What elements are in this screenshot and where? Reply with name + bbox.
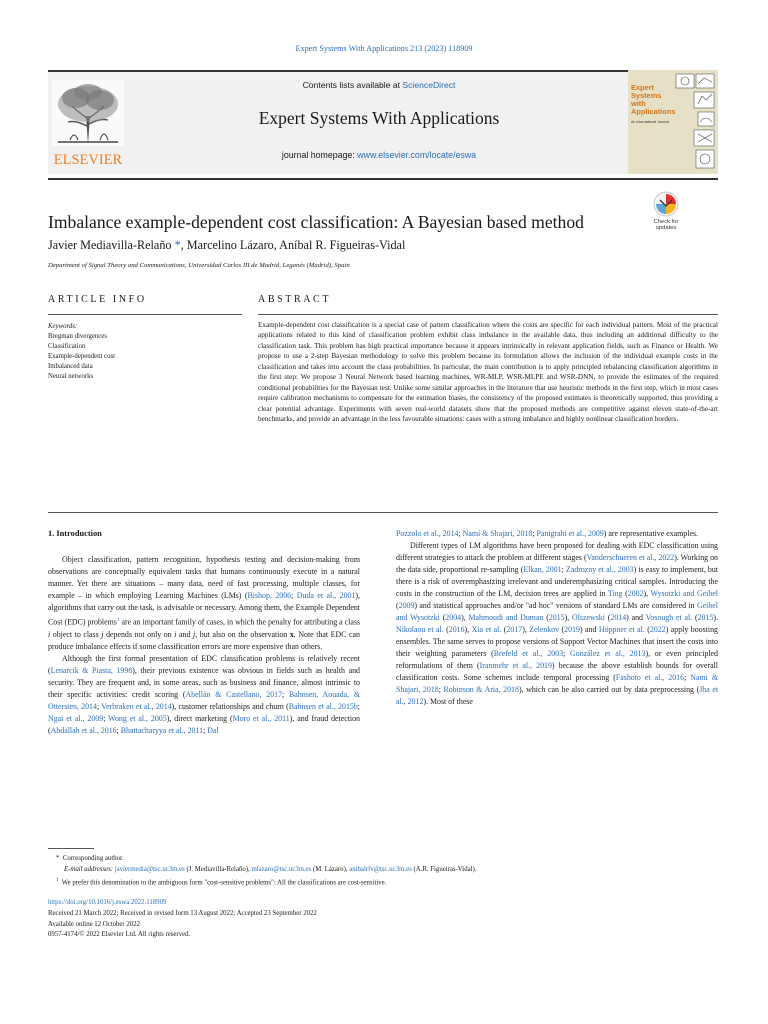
- citation-link[interactable]: Olszewski: [572, 613, 605, 623]
- citation-link[interactable]: 2015: [548, 613, 565, 623]
- doi-link[interactable]: https://doi.org/10.1016/j.eswa.2022.118909: [48, 899, 167, 906]
- citation-link[interactable]: 2009: [398, 601, 415, 611]
- citation-link[interactable]: Bishop, 2006: [247, 591, 292, 601]
- abstract-text: Example-dependent cost classification is a special case of pattern classification where the costs are specific for each individual pattern. Most of the practical applications related to this kind of classification problem exhibit class imbalance in the available data, thus including an additional difficulty to the classification task. This problem has high practical importance because it appears intrinsically in relevant application fields, such as Finance or Health. We propose to use a 2-step Bayesian methodology to solve this problem because its formulation allows the inclusion of the individual example costs in the classification and takes into account the class probabilities. In particular, the main contribution is to apply principled rebalancing classification algorithms in the first step: We propose 3 Neural Network based learning machines, WR-MLP, WSR-MLPE and WSR-DNN, to provide the estimates of the required conditional probabilities for the Bayesian test. Unlike some similar approaches in the literature that use heuristic methods in the first step, which in most cases require calibration mechanisms to compensate for the estimation biases, the consistency of the proposed estimates is theoretically supported, thus providing a clear potential advantage. Experiments with seven real-world datasets show that the proposed methods are competitive against eleven state-of-the-art benchmarks, and provide an advantage in the less favourable situations: cases with a strong imbalance and highly nonlinear classification borders.: [258, 321, 718, 424]
- check-for-updates-label: Check for updates: [653, 219, 679, 232]
- elsevier-tree-icon: [48, 76, 128, 168]
- body-column-left: [48, 528, 360, 737]
- citation-link[interactable]: Nikolaou et al.: [396, 625, 444, 635]
- citation-link[interactable]: Abellán & Castellano, 2017: [185, 689, 283, 699]
- keyword-item: Example-dependent cost: [48, 353, 115, 360]
- header-top-rule: [48, 70, 628, 72]
- citation-link[interactable]: Fashoto et al., 2016: [615, 673, 685, 683]
- footnote-ref[interactable]: 1: [116, 617, 120, 624]
- check-for-updates-icon: [646, 190, 686, 240]
- citation-link[interactable]: González et al., 2013: [570, 649, 646, 659]
- keyword-item: Bregman divergences: [48, 333, 107, 340]
- citation-link[interactable]: 2016: [448, 625, 465, 635]
- article-info-heading: ARTICLE INFO: [48, 294, 147, 305]
- citation-link[interactable]: Mahmoudi and Duman: [468, 613, 544, 623]
- homepage-prefix: journal homepage:: [281, 150, 358, 160]
- citation-link[interactable]: Wysotzki and Geibel: [650, 589, 718, 599]
- article-footer: [48, 898, 718, 941]
- citation-link[interactable]: Bhattacharyya et al., 2011: [120, 725, 204, 735]
- citation-link[interactable]: Verbraken et al., 2014: [101, 701, 172, 711]
- author-1[interactable]: Javier Mediavilla-Relaño: [48, 238, 172, 252]
- abstract-end-rule: [48, 512, 718, 513]
- article-info-rule: [48, 314, 242, 315]
- citation-link[interactable]: Abdallah et al., 2016: [50, 725, 117, 735]
- citation-link[interactable]: Pozzolo et al., 2014: [396, 529, 459, 538]
- citation-link[interactable]: Vanderschueren et al., 2022: [586, 553, 675, 563]
- paragraph: Different types of LM algorithms have been proposed for dealing with EDC classification using different strategies to attack the problem at different stages (Vanderschueren et al., 2022). Working on the data side, proportional re-sampling (Elkan, 2001; Zadrozny et al., 2003) is easy to implement, but there is a risk of overemphasizing irrelevant and underemphasizing critical samples. Introducing the costs in the construction of the LM, decision trees are applied in Ting (2002), Wysotzki and Geibel (2009) and statistical approaches and/or "ad hoc" versions of standard LMs are considered in Geibel and Wysotzki (2004), Mahmoudi and Duman (2015), Olszewski (2014) and Vosough et al. (2015). Nikolaou et al. (2016), Xia et al. (2017), Zelenkov (2019) and Höppner et al. (2022) apply boosting ensembles. The same serves to propose versions of Support Vector Machines that insert the costs into their weighting parameters (Brefeld et al., 2003; González et al., 2013), or even principled reformulations of them (Iranmehr et al., 2019) because the above establish bounds for overall classification costs. Some schemes include temporal processing (Fashoto et al., 2016; Nami & Shajari, 2018; Robinson & Aria, 2018), which can be also carried out by data preprocessing (Jha et al., 2012). Most of these: [396, 541, 719, 707]
- citation-link[interactable]: Robinson & Aria, 2018: [443, 685, 519, 695]
- cover-pattern-icon: [628, 70, 718, 174]
- homepage-link[interactable]: www.elsevier.com/locate/eswa: [357, 150, 477, 160]
- citation-link[interactable]: Elkan, 2001: [523, 565, 562, 575]
- citation-link[interactable]: Xia et al.: [471, 625, 502, 635]
- keywords-block: [48, 322, 242, 382]
- citation-link[interactable]: Vosough et al.: [645, 613, 693, 623]
- journal-cover-image[interactable]: [628, 70, 718, 174]
- keyword-item: Classification: [48, 343, 86, 350]
- citation-link[interactable]: 2004: [445, 613, 462, 623]
- citation-link[interactable]: 2019: [564, 625, 580, 635]
- citation-link[interactable]: Zadrozny et al., 2003: [565, 565, 634, 575]
- affiliation: Department of Signal Theory and Communications, Universidad Carlos III de Madrid, Leganés (Madrid), Spain: [48, 262, 350, 269]
- email-link[interactable]: anibalrfv@tsc.uc3m.es: [349, 865, 412, 873]
- cover-title: Expert Systems with Applications: [631, 83, 676, 116]
- citation-link[interactable]: Panigrahi et al., 2009: [536, 529, 604, 538]
- check-for-updates-badge[interactable]: [646, 190, 686, 240]
- citation-link[interactable]: Geibel and Wysotzki: [396, 601, 718, 623]
- citation-link[interactable]: Wong et al., 2005: [108, 713, 167, 723]
- paragraph: Object classification, pattern recognition, hypothesis testing and decision-making from observations are conceptually equivalent tasks that humans continuously execute in a natural manner. Yet there are situations – many data, need of fast processing, multiple classes, for example – in which employing Learning Machines (LMs) (Bishop, 2006; Duda et al., 2001), algorithms that carry out the task, is advisable or necessary. Among them, the Example Dependent Cost (EDC) problems$^1$ are an important family of cases, in which the penalty for attributing a class i object to class j depends not only on i and j, but also on the observation x. Note that EDC can produce imbalance effects if some classification errors are more expensive than others.: [48, 555, 361, 651]
- homepage-line: [130, 150, 628, 160]
- citation-link[interactable]: Höppner et al.: [598, 625, 645, 635]
- citation-link[interactable]: 2014: [610, 613, 627, 623]
- cover-subtitle: An International Journal: [631, 120, 669, 124]
- body-column-right: [396, 528, 718, 708]
- corresponding-author-note: * Corresponding author.: [56, 855, 124, 862]
- keywords-label: Keywords:: [48, 323, 78, 330]
- copyright: 0957-4174/© 2022 Elsevier Ltd. All rights reserved.: [48, 931, 191, 939]
- received-dates: Received 21 March 2022; Received in revised form 13 August 2022; Accepted 23 September 2022: [48, 909, 317, 917]
- paragraph: Pozzolo et al., 2014; Namí & Shajari, 2018; Panigrahi et al., 2009) are representative examples.: [396, 529, 698, 538]
- citation-link[interactable]: Lenarcik & Piasta, 1998: [50, 665, 133, 675]
- citation-link[interactable]: Bahnsen, Aouada, & Ottersten, 2014: [48, 689, 360, 711]
- journal-reference[interactable]: Expert Systems With Applications 213 (2023) 118909: [295, 44, 473, 53]
- email-note: E-mail addresses: javiermedia@tsc.uc3m.es (J. Mediavilla-Relaño), mlazaro@tsc.uc3m.es (M. Lázaro), anibalrfv@tsc.uc3m.es (A.R. Figueiras-Vidal).: [64, 865, 477, 873]
- footnotes: [48, 854, 718, 889]
- keyword-item: Imbalanced data: [48, 363, 93, 370]
- citation-link[interactable]: Bahnsen et al., 2015b: [288, 701, 358, 711]
- citation-link[interactable]: Iranmehr et al., 2019: [479, 661, 552, 671]
- author-2[interactable]: Marcelino Lázaro: [186, 238, 274, 252]
- citation-link[interactable]: Ting: [607, 589, 623, 599]
- citation-link[interactable]: 2002: [627, 589, 644, 599]
- keyword-item: Neural networks: [48, 373, 94, 380]
- header-bottom-rule: [48, 178, 718, 180]
- paper-title: Imbalance example-dependent cost classification: A Bayesian based method: [48, 212, 584, 232]
- email-link[interactable]: mlazaro@tsc.uc3m.es: [251, 865, 312, 873]
- citation-link[interactable]: Duda et al., 2001: [296, 591, 356, 601]
- corresponding-mark[interactable]: *: [171, 238, 181, 252]
- contents-prefix: Contents lists available at: [302, 80, 403, 90]
- citation-link[interactable]: Namí & Shajari, 2018: [462, 529, 533, 538]
- citation-link[interactable]: Ngai et al., 2009: [48, 713, 104, 723]
- abstract-rule: [258, 314, 718, 315]
- abstract-heading: ABSTRACT: [258, 294, 332, 305]
- citation-link[interactable]: Dal: [207, 725, 219, 735]
- author-3[interactable]: Aníbal R. Figueiras-Vidal: [279, 238, 406, 252]
- author-list: Javier Mediavilla-Relaño *, Marcelino Lázaro, Aníbal R. Figueiras-Vidal: [48, 238, 406, 252]
- citation-link[interactable]: 2017: [506, 625, 523, 635]
- contents-line: [130, 80, 628, 90]
- elsevier-wordmark: ELSEVIER: [53, 152, 123, 168]
- citation-link[interactable]: Brefeld et al., 2003: [493, 649, 564, 659]
- footnote-1: $^1$ We prefer this denomination to the ambiguous form "cost-sensitive problems": All the classifications are cost-sensitive.: [56, 877, 387, 886]
- footnote-rule: [48, 848, 94, 849]
- citation-link[interactable]: 2022: [649, 625, 666, 635]
- citation-link[interactable]: Jha et al., 2012: [396, 685, 719, 707]
- available-online: Available online 12 October 2022: [48, 920, 140, 928]
- citation-link[interactable]: Nami & Shajari, 2018: [396, 673, 718, 695]
- journal-title: Expert Systems With Applications: [258, 108, 500, 128]
- citation-link[interactable]: 2015: [697, 613, 714, 623]
- citation-link[interactable]: Zelenkov: [529, 625, 560, 635]
- sciencedirect-link[interactable]: ScienceDirect: [402, 80, 456, 90]
- citation-link[interactable]: Moro et al., 2011: [232, 713, 290, 723]
- email-link[interactable]: javiermedia@tsc.uc3m.es: [114, 865, 185, 873]
- elsevier-logo: [48, 76, 128, 168]
- section-title-introduction: 1. Introduction: [48, 529, 102, 538]
- paragraph: Although the first formal presentation of EDC classification problems is relatively recent (Lenarcik & Piasta, 1998), their previous existence was obvious in fields such as health and security. They are frequent and, in some areas, such as business and finance, almost intrinsic to their specific activities: credit scoring (Abellán & Castellano, 2017; Bahnsen, Aouada, & Ottersten, 2014; Verbraken et al., 2014), customer relationships and churn (Bahnsen et al., 2015b; Ngai et al., 2009; Wong et al., 2005), direct marketing (Moro et al., 2011), and fraud detection (Abdallah et al., 2016; Bhattacharyya et al., 2011; Dal: [48, 653, 361, 735]
